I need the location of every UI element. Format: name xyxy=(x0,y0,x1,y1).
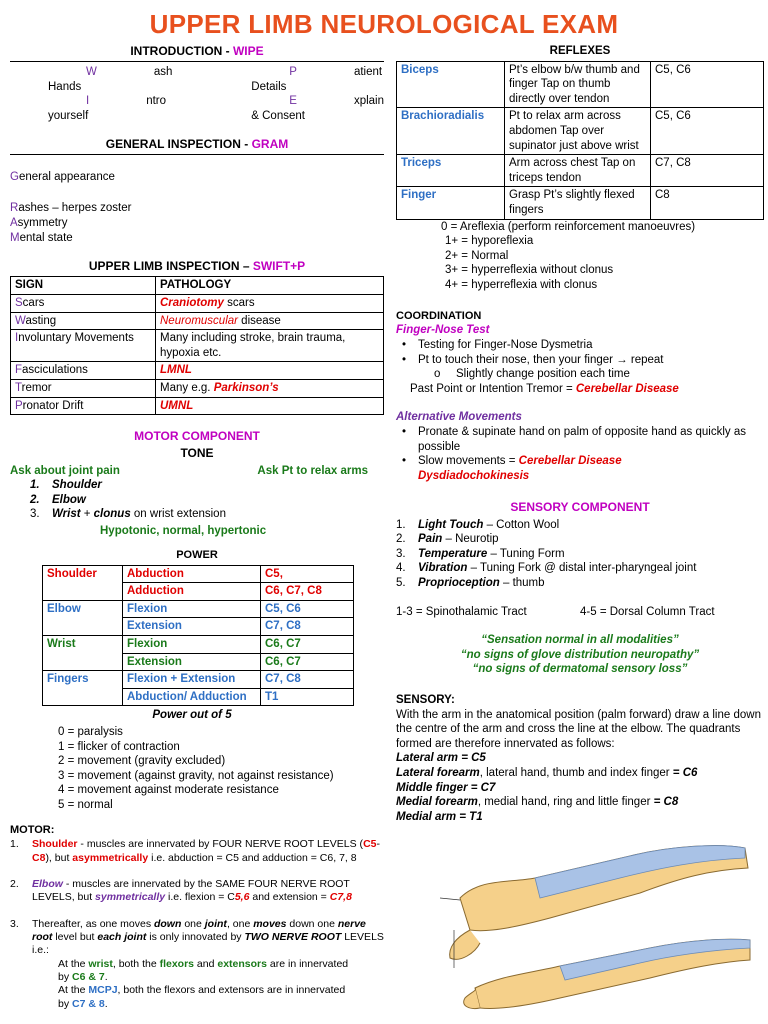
motor-point-2: 2. Elbow - muscles are innervated by the SAME FOUR NERVE ROOT LEVELS, but symmetrically i.e. flexion = C5,6 and extension = C7,8 xyxy=(10,878,352,904)
inspection-heading: UPPER LIMB INSPECTION – SWIFT+P xyxy=(88,259,306,274)
table-row: Involuntary Movements Many including stroke, brain trauma, hypoxia etc. xyxy=(11,330,384,362)
reflexes-heading: REFLEXES xyxy=(549,45,611,57)
list-item: 2. Pain – Neurotip xyxy=(396,533,499,546)
quote: “no signs of dermatomal sensory loss” xyxy=(472,663,688,676)
tract-dorsal: 4-5 = Dorsal Column Tract xyxy=(580,605,715,618)
tracts xyxy=(396,605,764,620)
motor-mcpj: At the MCPJ, both the flexors and extensors are in innervated by C7 & 8. xyxy=(58,984,346,1010)
intro-item: P atient Details xyxy=(251,66,383,93)
quote: “Sensation normal in all modalities” xyxy=(481,634,679,647)
table-row: Tremor Many e.g. Parkinson’s xyxy=(11,380,384,398)
list-item: 5 = normal xyxy=(58,798,113,811)
dermatome-arm-illustration xyxy=(440,838,760,1018)
list-item: 3. Wrist + clonus on wrist extension xyxy=(30,508,226,521)
motor-point-1: 1. Shoulder - muscles are innervated by FOUR NERVE ROOT LEVELS (C5-C8), but asymmetrically i.e. abduction = C5 and adduction = C6, 7, 8 xyxy=(10,838,380,864)
reflex-scale xyxy=(396,220,764,293)
table-row: Adduction C6, C7, C8 xyxy=(43,583,354,601)
alt-movements-title: Alternative Movements xyxy=(396,411,522,424)
intro-item: W ash Hands xyxy=(48,66,173,93)
general-item: Mental state xyxy=(10,231,73,244)
finger-nose-title: Finger-Nose Test xyxy=(396,324,490,337)
sensory-quotes xyxy=(396,633,764,677)
list-item: 3 = movement (against gravity, not against resistance) xyxy=(58,769,334,782)
power-heading: POWER xyxy=(176,548,218,561)
list-item: 2. Elbow xyxy=(30,493,86,506)
ask-relax: Ask Pt to relax arms xyxy=(257,464,368,477)
reflexes-table xyxy=(396,61,764,220)
list-item: Middle finger = C7 xyxy=(396,781,496,794)
general-heading: GENERAL INSPECTION - GRAM xyxy=(105,136,289,151)
motor-point-3: 3. Thereafter, as one moves down one joint, one moves down one nerve root level but each joint is only innovated by TWO NERVE ROOT LEVELS i.e.: xyxy=(10,917,384,957)
sensory-text: With the arm in the anatomical position (palm forward) draw a line down the centre of the arm and cross the line at the elbow. The quadrants formed are therefore innervated as follows: xyxy=(396,708,761,750)
intro-item: E xplain & Consent xyxy=(251,95,384,123)
table-row: Brachioradialis Pt to relax arm across abdomen Tap over supinator just above wrist C5, C6 xyxy=(397,108,764,155)
inspection-table xyxy=(10,276,384,415)
table-row: Finger Grasp Pt’s slightly flexed fingers C8 xyxy=(397,187,764,219)
intro-item: I ntro yourself xyxy=(48,95,167,123)
list-item: 1+ = hyporeflexia xyxy=(445,235,534,248)
list-item: • Pronate & supinate hand on palm of opposite hand as quickly as possible xyxy=(396,425,764,454)
coordination-heading: COORDINATION xyxy=(396,309,482,322)
general-item: Rashes – herpes zoster xyxy=(10,202,132,215)
quote: “no signs of glove distribution neuropathy” xyxy=(460,648,700,661)
table-row: Biceps Pt’s elbow b/w thumb and finger Tap on thumb directly over tendon C5, C6 xyxy=(397,61,764,108)
list-item: 4 = movement against moderate resistance xyxy=(58,784,279,797)
list-item: 2+ = Normal xyxy=(445,249,509,262)
table-row: Fasciculations LMNL xyxy=(11,362,384,380)
list-item: • Testing for Finger-Nose Dysmetria xyxy=(396,338,764,353)
table-row: Wasting Neuromuscular disease xyxy=(11,312,384,330)
motor-wrist: At the wrist, both the flexors and extensors are in innervated by C6 & 7. xyxy=(58,957,349,984)
table-row: Scars Craniotomy scars xyxy=(11,295,384,313)
power-scale xyxy=(10,725,384,813)
alt-movements-list xyxy=(396,425,764,483)
table-row: Wrist Flexion C6, C7 xyxy=(43,635,354,653)
sensory-heading: SENSORY: xyxy=(396,693,455,706)
list-item: 0 = Areflexia (perform reinforcement manoeuvres) xyxy=(441,220,696,233)
list-item: 1 = flicker of contraction xyxy=(58,740,180,753)
intro-list xyxy=(10,62,384,123)
past-point: Past Point or Intention Tremor = Cerebellar Disease xyxy=(410,382,679,395)
general-item: General appearance xyxy=(10,170,115,183)
list-item: Lateral forearm, lateral hand, thumb and index finger = C6 xyxy=(396,766,698,779)
col-pathology: PATHOLOGY xyxy=(156,277,384,295)
finger-nose-list xyxy=(396,338,764,367)
table-row: Abduction/ Adduction T1 xyxy=(43,688,354,706)
power-caption: Power out of 5 xyxy=(152,709,232,722)
list-item: • Slow movements = Cerebellar Disease Dysdiadochokinesis xyxy=(396,454,764,483)
list-item: • Pt to touch their nose, then your finger → repeat xyxy=(396,353,764,368)
motor-component-heading: MOTOR COMPONENT xyxy=(134,429,260,444)
list-item: 2 = movement (gravity excluded) xyxy=(58,755,226,768)
general-item: Asymmetry xyxy=(10,217,68,230)
table-row: Elbow Flexion C5, C6 xyxy=(43,600,354,618)
dermatome-list xyxy=(396,751,764,824)
table-row: Extension C6, C7 xyxy=(43,653,354,671)
finger-nose-sub: o Slightly change position each time xyxy=(434,368,630,381)
list-item: Medial forearm, medial hand, ring and little finger = C8 xyxy=(396,796,679,809)
list-item: 1. Shoulder xyxy=(30,479,102,492)
page-title: UPPER LIMB NEUROLOGICAL EXAM xyxy=(149,9,619,39)
list-item: 4. Vibration – Tuning Fork @ distal inter-pharyngeal joint xyxy=(396,562,697,575)
tone-heading: TONE xyxy=(180,446,214,461)
table-row: Triceps Arm across chest Tap on triceps tendon C7, C8 xyxy=(397,155,764,187)
list-item: 3. Temperature – Tuning Form xyxy=(396,547,565,560)
tract-spinothalamic: 1-3 = Spinothalamic Tract xyxy=(396,605,527,618)
list-item: 4+ = hyperreflexia with clonus xyxy=(445,278,598,291)
sensory-list xyxy=(396,518,764,591)
table-row: Shoulder Abduction C5, xyxy=(43,565,354,583)
motor-heading: MOTOR: xyxy=(10,823,55,836)
table-row: Pronator Drift UMNL xyxy=(11,397,384,415)
col-sign: SIGN xyxy=(11,277,156,295)
intro-heading: INTRODUCTION - WIPE xyxy=(130,44,264,58)
tone-result: Hypotonic, normal, hypertonic xyxy=(100,525,267,538)
sensory-component-heading: SENSORY COMPONENT xyxy=(510,500,650,515)
right-column xyxy=(396,44,764,824)
list-item: 1. Light Touch – Cotton Wool xyxy=(396,518,560,531)
power-table xyxy=(42,565,354,707)
list-item: 3+ = hyperreflexia without clonus xyxy=(445,264,614,277)
table-row: Fingers Flexion + Extension C7, C8 xyxy=(43,671,354,689)
lower-arm-drawing xyxy=(464,939,750,1008)
list-item: 0 = paralysis xyxy=(58,725,123,738)
ask-pain: Ask about joint pain xyxy=(10,464,120,477)
list-item: Lateral arm = C5 xyxy=(396,752,486,765)
tone-list xyxy=(10,478,384,522)
list-item: 5. Proprioception – thumb xyxy=(396,577,545,590)
list-item: Medial arm = T1 xyxy=(396,810,483,823)
table-row: Extension C7, C8 xyxy=(43,618,354,636)
left-column xyxy=(10,44,384,1011)
